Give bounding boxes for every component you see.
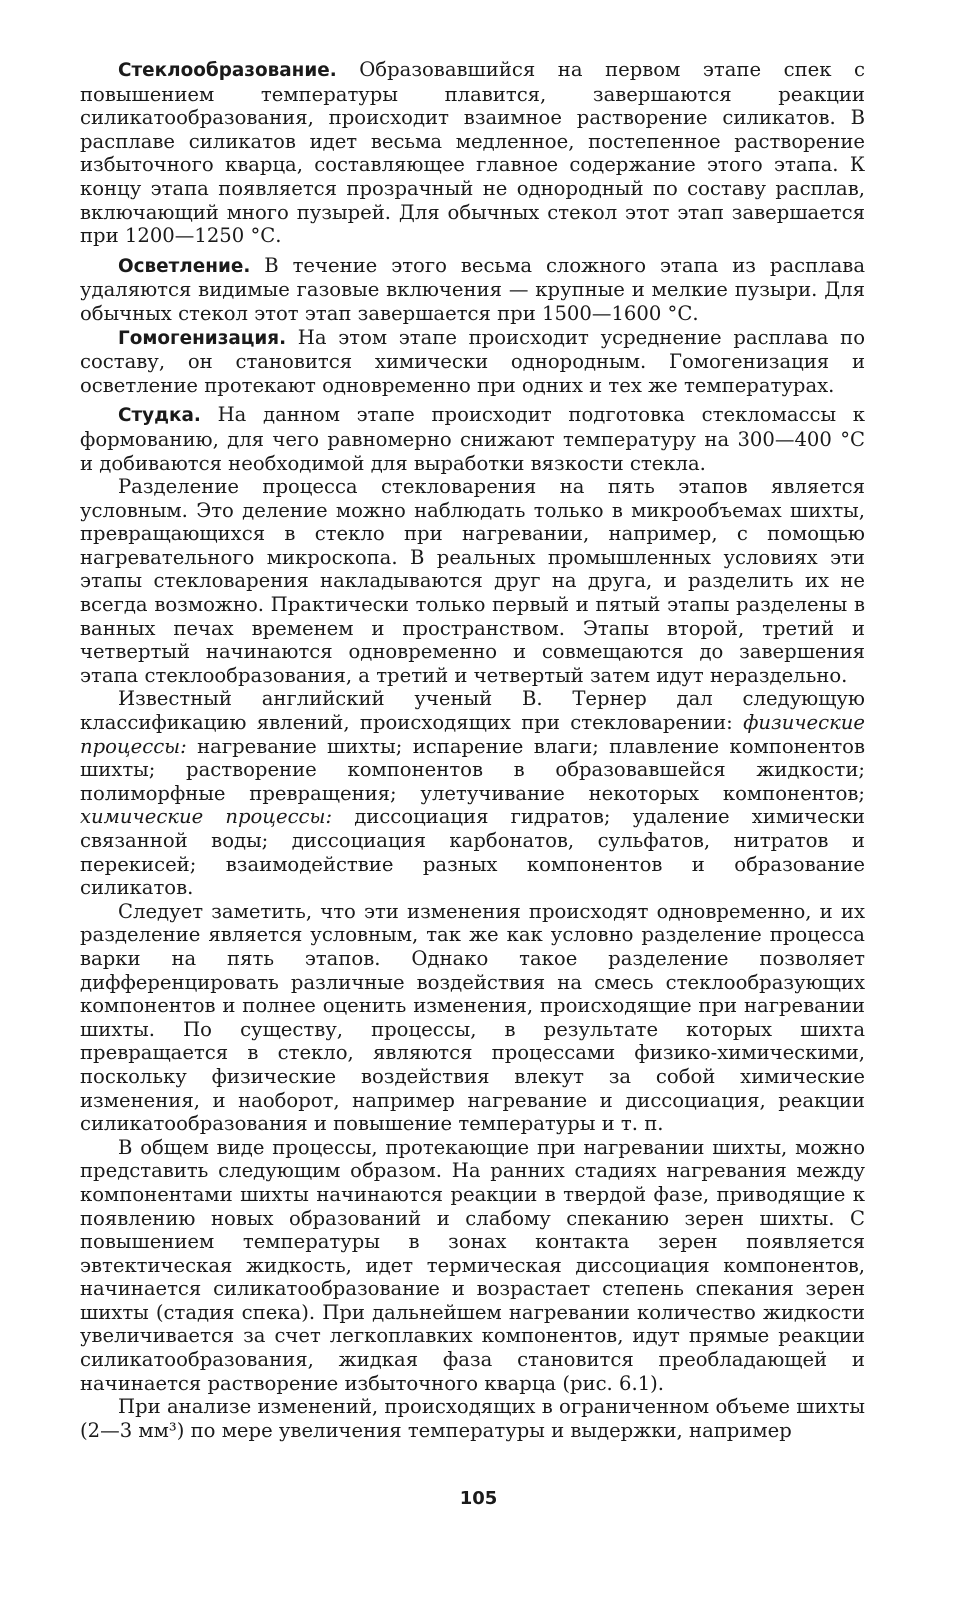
italic-phys: физические процессы: xyxy=(80,711,865,758)
paragraph-zametit: Следует заметить, что эти изменения происходят одновременно, и их разделение является условным, так же как условно разделение процесса варки на пять этапов. Однако такое разделение позволяет дифференцировать различные воздействия на смесь стеклообразующих компонентов и полнее оценить изменения, происходящие при нагревании шихты. По существу, процессы, в результате которых шихта превращается в стекло, являются процессами физико-химическими, поскольку физические воздействия влекут за собой химические изменения, и наоборот, например нагревание и диссоциация, реакции силикатообразования и повышение температуры и т. п. xyxy=(80,899,865,1136)
text-studka: На данном этапе происходит подготовка стекломассы к формованию, для чего равномерно снижают температуру на 300—400 °С и добиваются необходимой для выработки вязкости стекла. xyxy=(80,403,865,475)
paragraph-terner xyxy=(80,687,865,899)
paragraph-gomogenizaciya xyxy=(80,326,865,398)
paragraph-osvetlenie xyxy=(80,254,865,326)
text-terner-b: нагревание шихты; испарение влаги; плавление компонентов шихты; растворение компонентов в образовавшейся жидкости; полиморфные превращения; улетучивание некоторых компонентов; xyxy=(80,734,865,805)
term-gomogenizaciya: Гомогенизация. xyxy=(118,327,287,349)
text-terner-c: диссоциация гидратов; удаление химически связанной воды; диссоциация карбонатов, сульфатов, нитратов и перекисей; взаимодействие разных компонентов и образование силикатов. xyxy=(80,805,865,900)
term-osvetlenie: Осветление. xyxy=(118,255,251,277)
paragraph-studka xyxy=(80,403,865,475)
paragraph-razdelenie: Разделение процесса стекловарения на пять этапов является условным. Это деление можно наблюдать только в микрообъемах шихты, превращающихся в стекло при нагревании, например, с помощью нагревательного микроскопа. В реальных промышленных условиях эти этапы стекловарения накладываются друг на друга, и разделить их не всегда возможно. Практически только первый и пятый этапы разделены в ванных печах временем и пространством. Этапы второй, третий и четвертый начинаются одновременно и совмещаются до завершения этапа стеклообразования, а третий и четвертый затем идут нераздельно. xyxy=(80,475,865,687)
text-terner-a: Известный английский ученый В. Тернер дал следующую классификацию явлений, происходящих при стекловарении: xyxy=(80,687,865,735)
paragraph-steklo xyxy=(80,58,865,248)
paragraph-obshchiy-vid: В общем виде процессы, протекающие при нагревании шихты, можно представить следующим образом. На ранних стадиях нагревания между компонентами шихты начинаются реакции в твердой фазе, приводящие к появлению новых образований и слабому спеканию зерен шихты. С повышением температуры в зонах контакта зерен появляется эвтектическая жидкость, идет термическая диссоциация компонентов, начинается силикатообразование и возрастает степень спекания зерен шихты (стадия спека). При дальнейшем нагревании количество жидкости увеличивается за счет легкоплавких компонентов, идут прямые реакции силикатообразования, жидкая фаза становится преобладающей и начинается растворение избыточного кварца (рис. 6.1). xyxy=(80,1135,865,1395)
text-osvetlenie: В течение этого весьма сложного этапа из расплава удаляются видимые газовые включения — крупные и мелкие пузыри. Для обычных стекол этот этап завершается при 1500—1600 °С. xyxy=(80,253,865,325)
term-steklo: Стеклообразование. xyxy=(118,60,337,81)
italic-chem: химические процессы: xyxy=(80,805,333,829)
paragraph-analiz: При анализе изменений, происходящих в ограниченном объеме шихты (2—3 мм³) по мере увеличения температуры и выдержки, например xyxy=(80,1395,865,1442)
page-number: 105 xyxy=(459,1488,498,1509)
text-gomogenizaciya: На этом этапе происходит усреднение расплава по составу, он становится химически однородным. Гомогенизация и осветление протекают одновременно при одних и тех же температурах. xyxy=(80,325,865,397)
page-body xyxy=(80,58,865,1442)
text-steklo: Образовавшийся на первом этапе спек с повышением температуры плавится, завершаются реакции силикатообразования, происходит взаимное растворение силикатов. В расплаве силикатов идет весьма медленное, постепенное растворение избыточного кварца, составляющее главное содержание этого этапа. К концу этапа появляется прозрачный не однородный по составу расплав, включающий много пузырей. Для обычных стекол этот этап завершается при 1200—1250 °С. xyxy=(80,58,865,248)
term-studka: Студка. xyxy=(118,405,201,427)
